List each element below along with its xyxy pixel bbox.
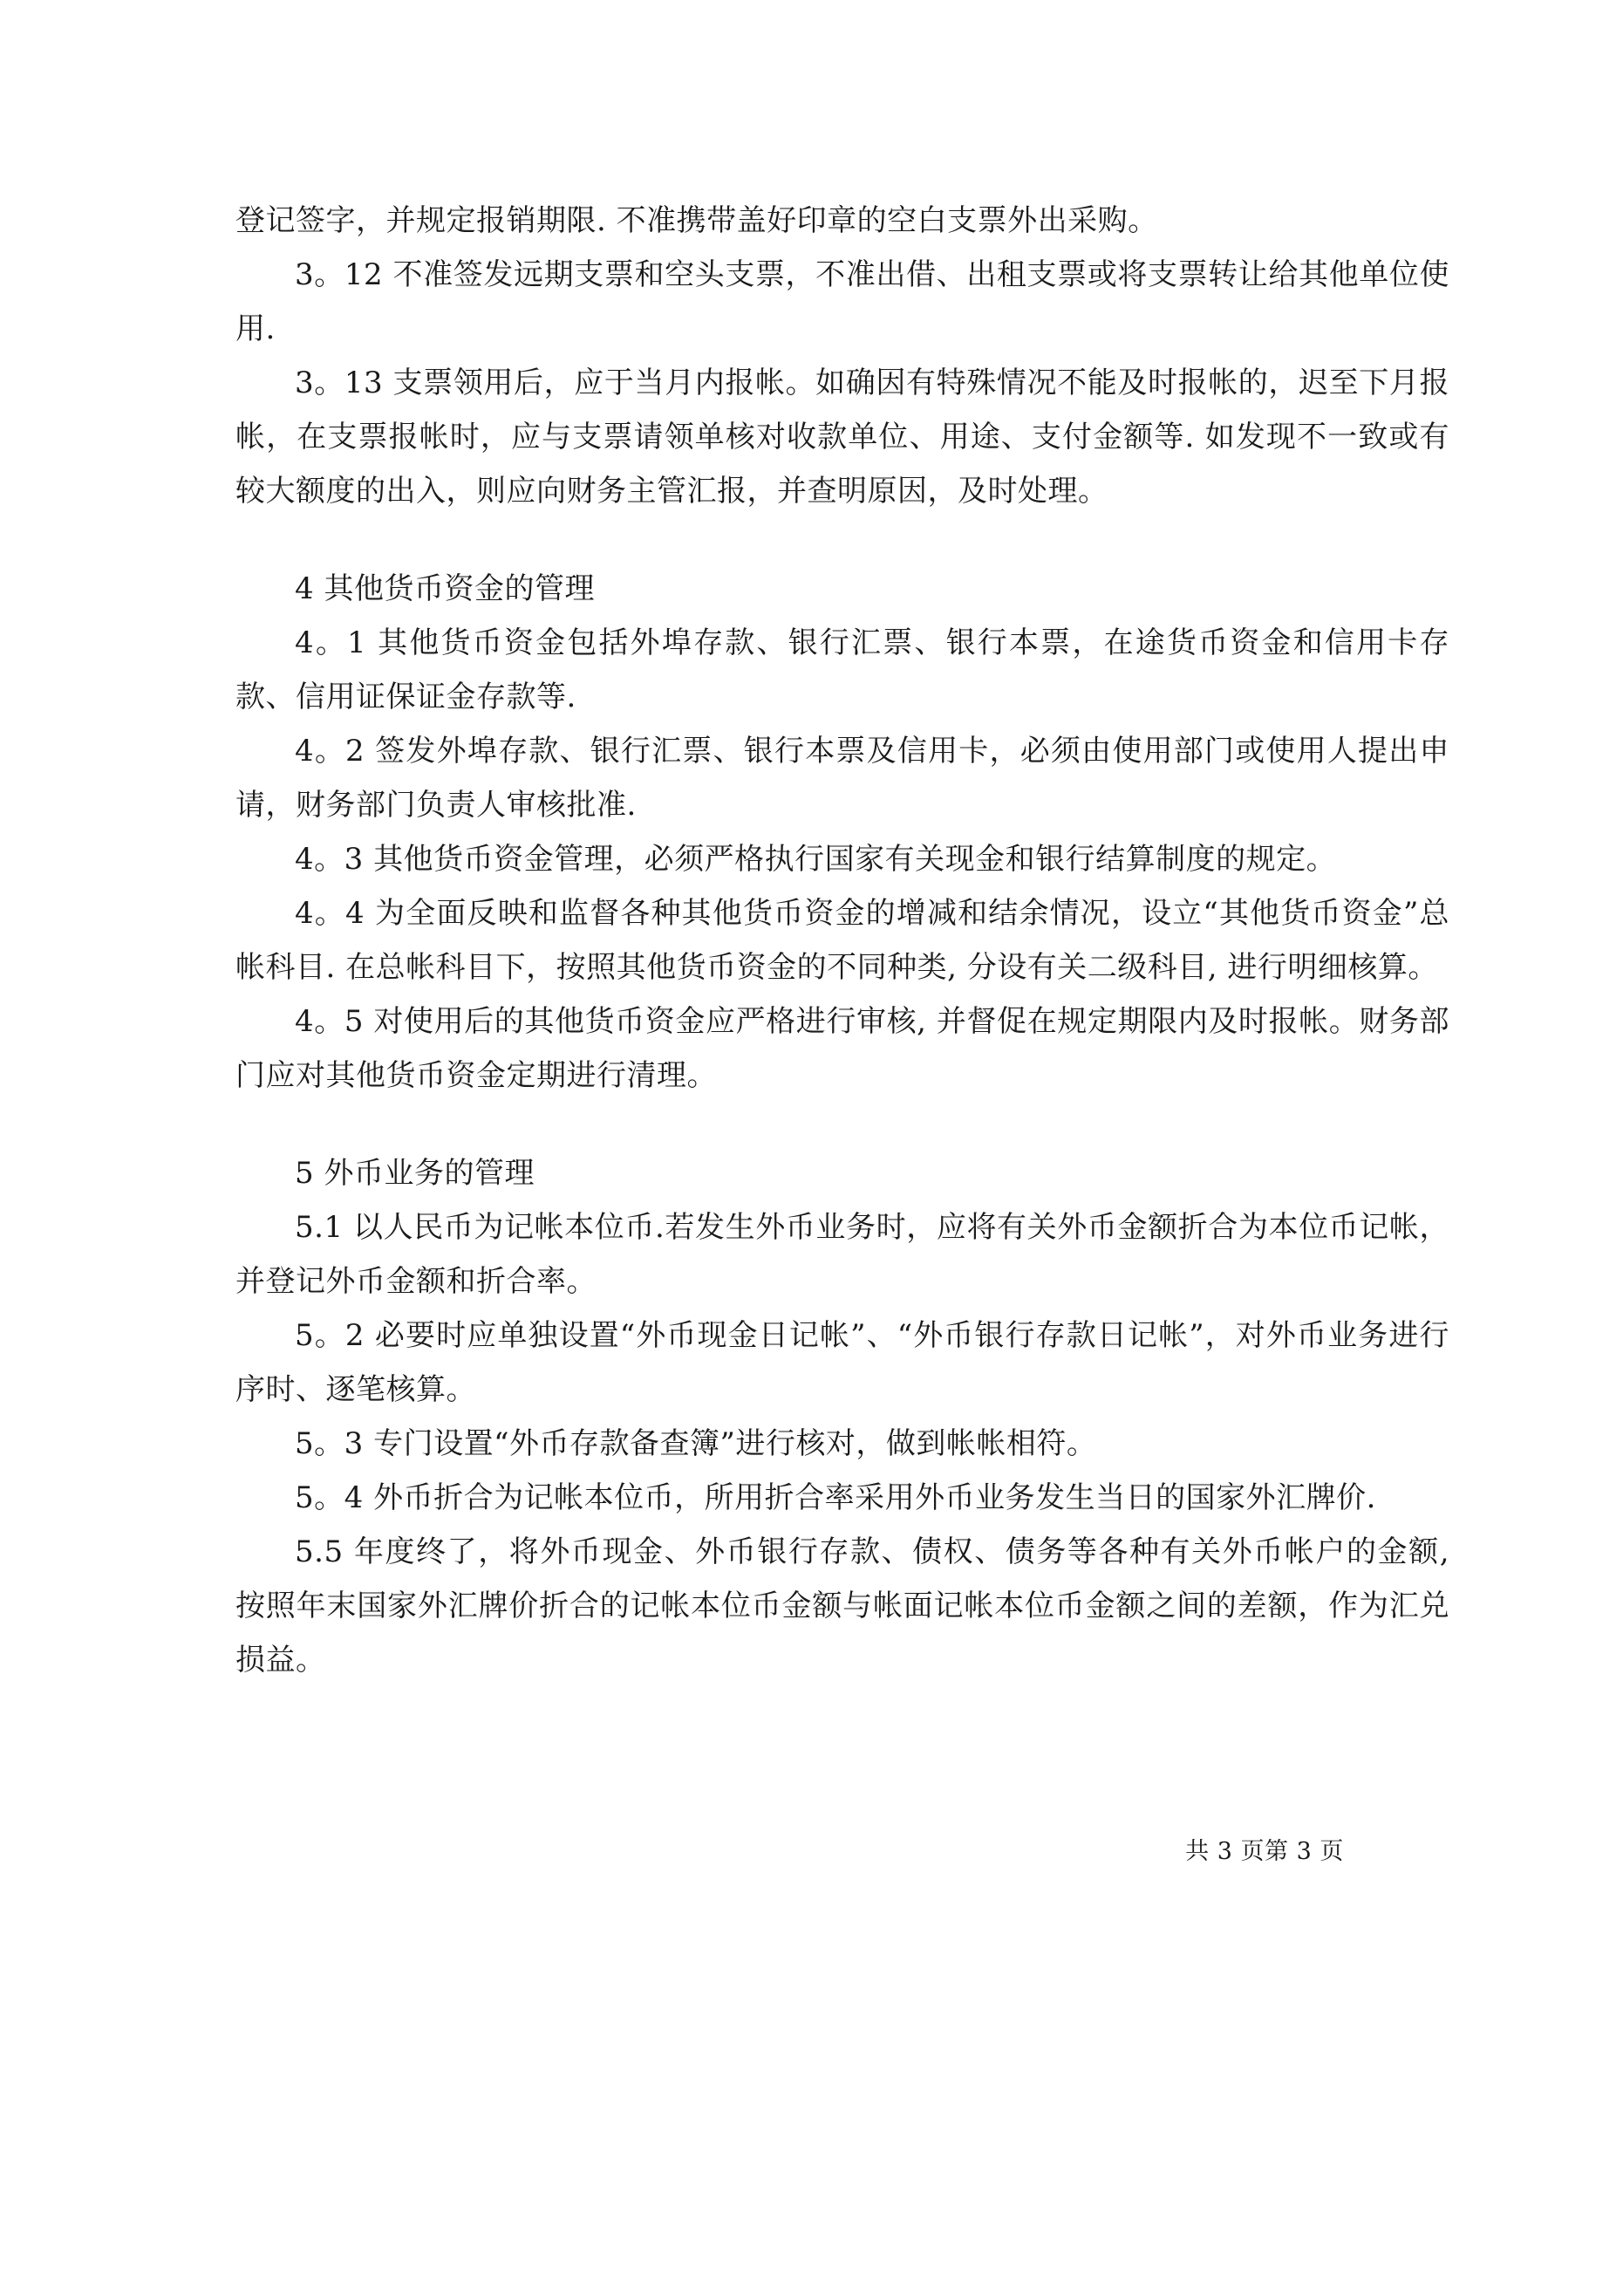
paragraph-4-3: 4。3 其他货币资金管理，必须严格执行国家有关现金和银行结算制度的规定。: [295, 842, 1337, 877]
paragraph-3-11-continuation: 登记签字，并规定报销期限. 不准携带盖好印章的空白支票外出采购。: [235, 203, 1158, 238]
section-spacer: [235, 518, 1449, 562]
paragraph-5-2: 5。2 必要时应单独设置“外币现金日记帐”、“外币银行存款日记帐”，对外币业务进行序时、逐笔核算。: [235, 1318, 1449, 1407]
paragraph-4-1: 4。1 其他货币资金包括外埠存款、银行汇票、银行本票，在途货币资金和信用卡存款、信用证保证金存款等.: [235, 625, 1449, 714]
section-4-heading: 4 其他货币资金的管理: [295, 571, 595, 606]
paragraph-4-2: 4。2 签发外埠存款、银行汇票、银行本票及信用卡，必须由使用部门或使用人提出申请，财务部门负责人审核批准.: [235, 734, 1449, 823]
paragraph-5-4: 5。4 外币折合为记帐本位币，所用折合率采用外币业务发生当日的国家外汇牌价.: [295, 1480, 1376, 1515]
paragraph-5-3: 5。3 专门设置“外币存款备查簿”进行核对，做到帐帐相符。: [295, 1426, 1097, 1461]
paragraph-3-12: 3。12 不准签发远期支票和空头支票，不准出借、出租支票或将支票转让给其他单位使用.: [235, 257, 1449, 346]
paragraph-5-1: 5.1 以人民币为记帐本位币.若发生外币业务时，应将有关外币金额折合为本位币记帐，并登记外币金额和折合率。: [235, 1210, 1449, 1299]
paragraph-3-13: 3。13 支票领用后，应于当月内报帐。如确因有特殊情况不能及时报帐的，迟至下月报帐，在支票报帐时，应与支票请领单核对收款单位、用途、支付金额等. 如发现不一致或有较大额度的出入，则应向财务主管汇报，并查明原因，及时处理。: [235, 366, 1449, 509]
page-number-footer: 共 3 页第 3 页: [1185, 1838, 1344, 1865]
section-5-heading: 5 外币业务的管理: [295, 1156, 535, 1191]
paragraph-4-4: 4。4 为全面反映和监督各种其他货币资金的增减和结余情况，设立“其他货币资金”总帐科目. 在总帐科目下，按照其他货币资金的不同种类, 分设有关二级科目, 进行明细核算。: [235, 896, 1449, 985]
paragraph-5-5: 5.5 年度终了，将外币现金、外币银行存款、债权、债务等各种有关外币帐户的金额, 按照年末国家外汇牌价折合的记帐本位币金额与帐面记帐本位币金额之间的差额，作为汇兑损益。: [235, 1534, 1449, 1678]
section-spacer: [235, 1103, 1449, 1146]
document-body: [235, 194, 1449, 1687]
paragraph-4-5: 4。5 对使用后的其他货币资金应严格进行审核, 并督促在规定期限内及时报帐。财务部门应对其他货币资金定期进行清理。: [235, 1004, 1449, 1093]
